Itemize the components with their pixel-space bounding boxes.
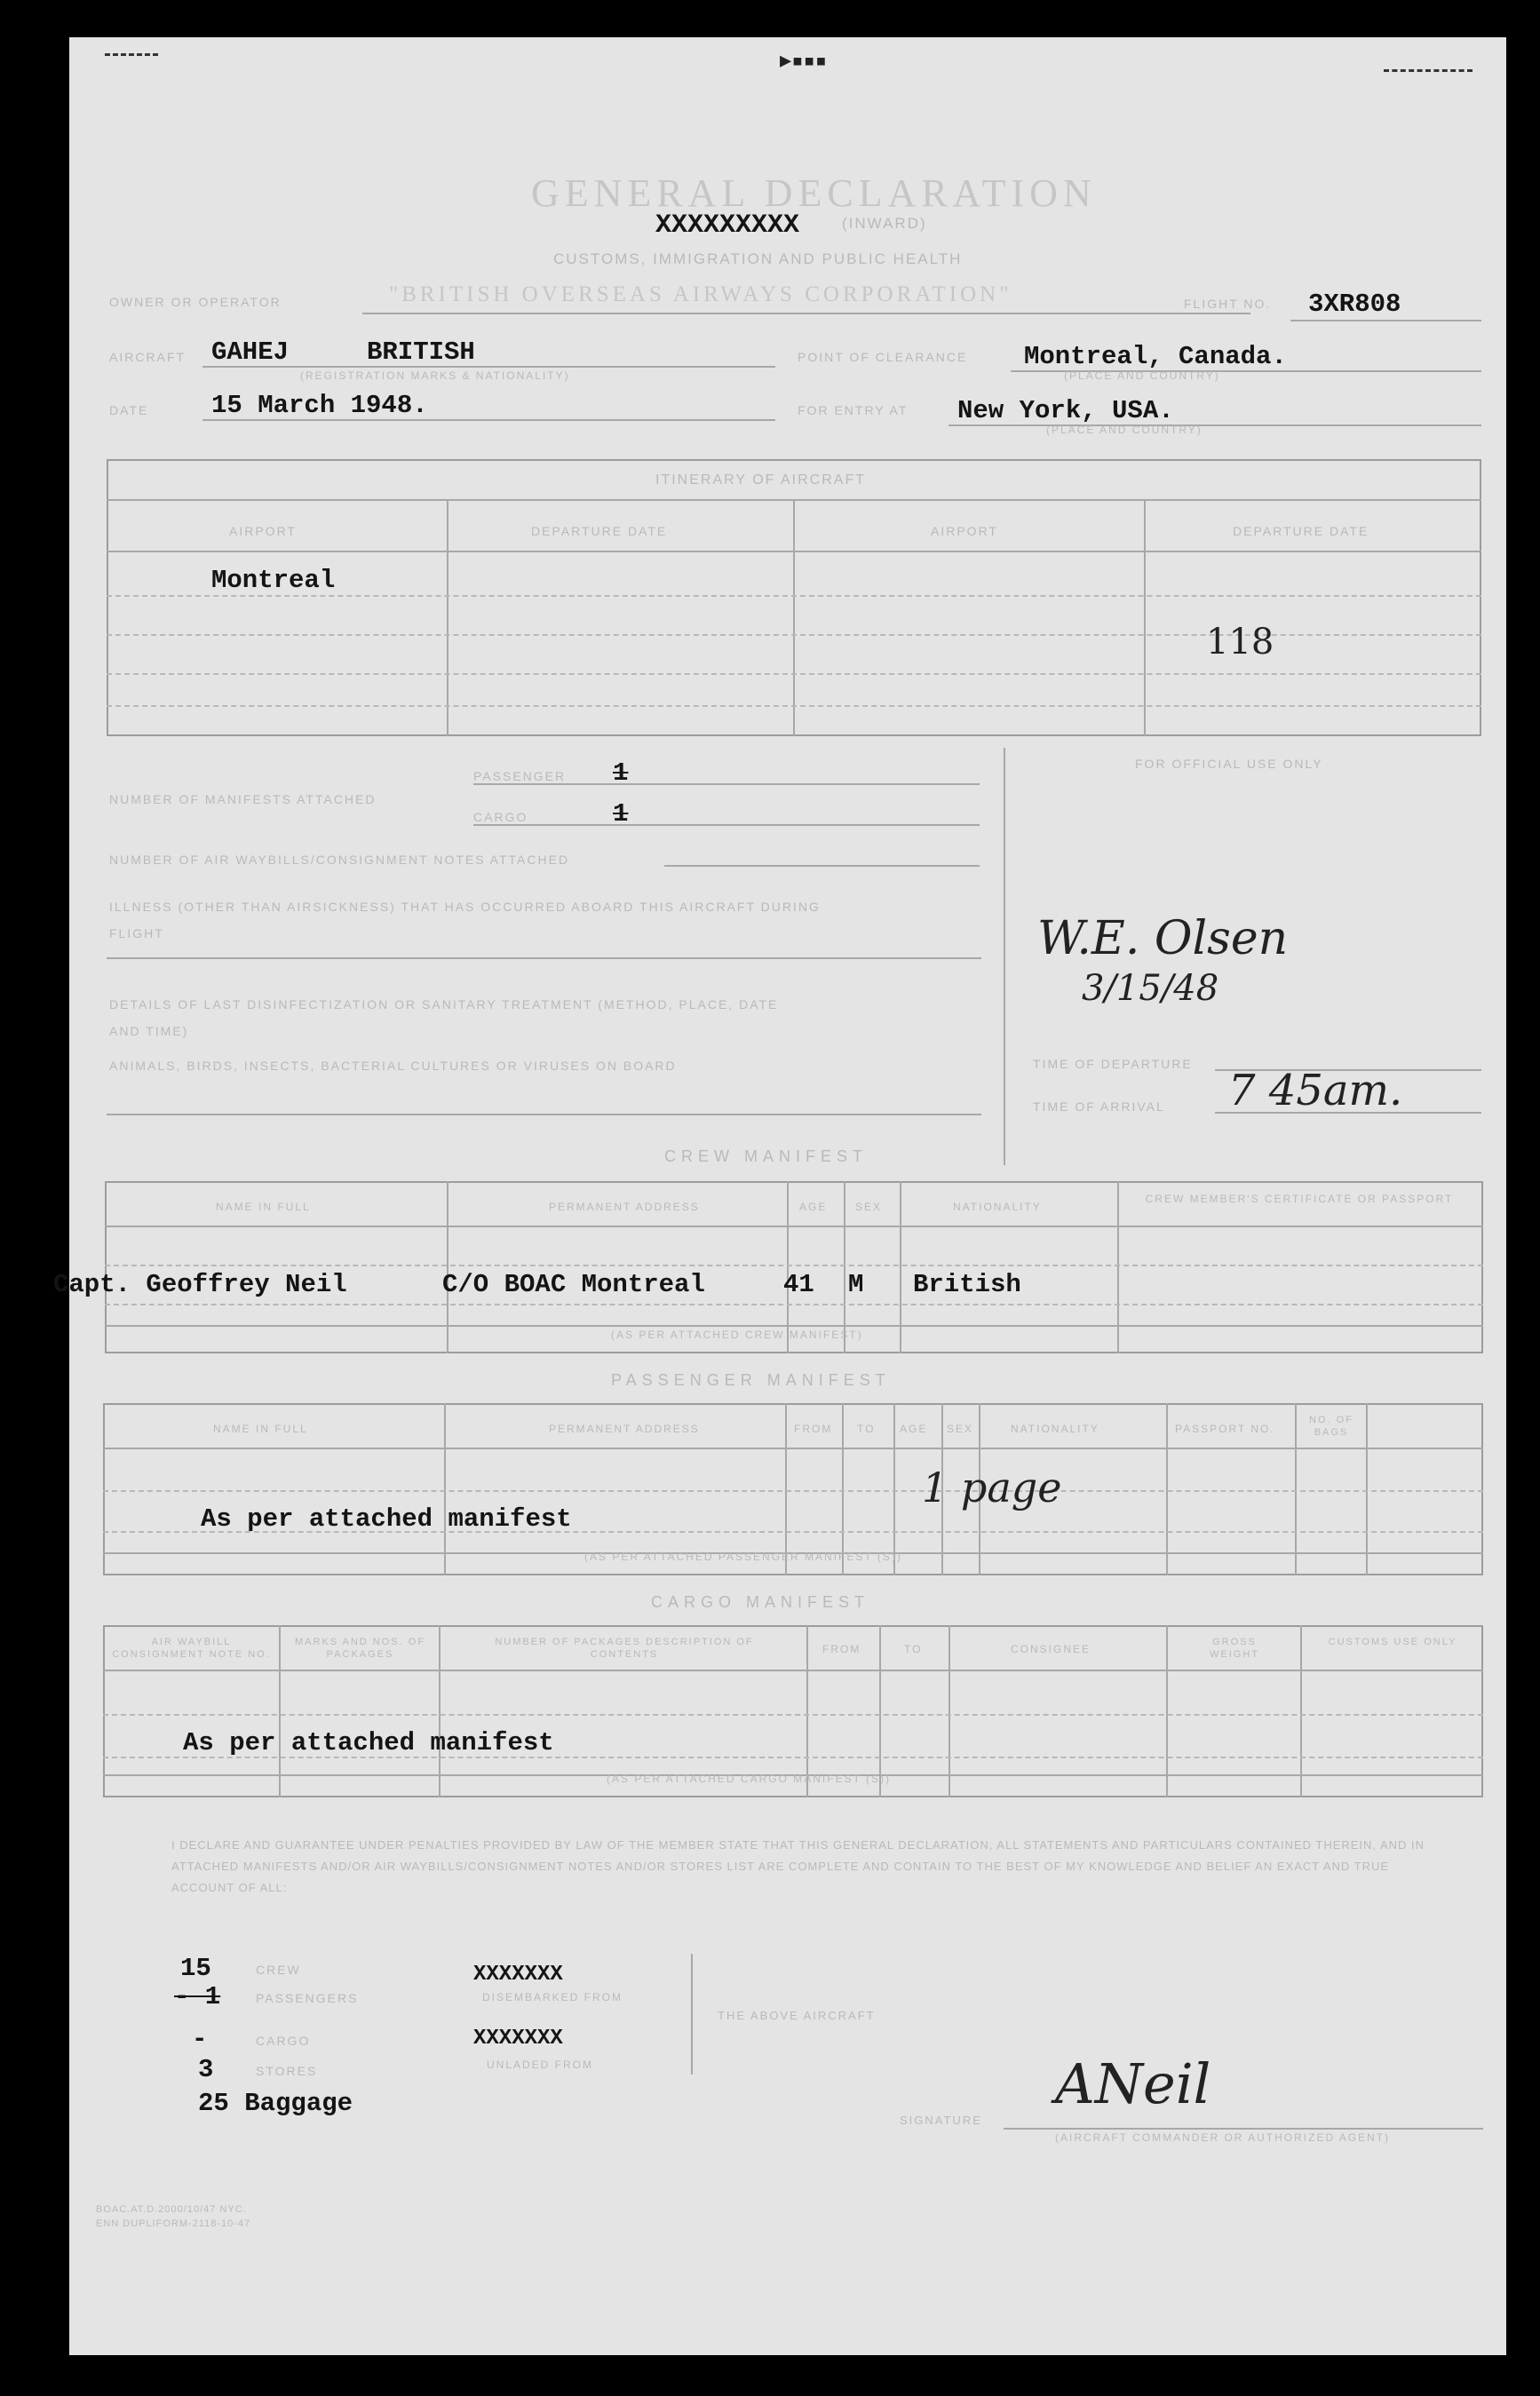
waybills-label: NUMBER OF AIR WAYBILLS/CONSIGNMENT NOTES ATTACHED — [109, 853, 570, 867]
passenger-title: PASSENGER MANIFEST — [611, 1371, 891, 1389]
crew-header-certificate: CREW MEMBER'S CERTIFICATE OR PASSPORT — [1145, 1193, 1454, 1205]
decl-x2: XXXXXXX — [473, 2027, 563, 2051]
cargo-title: CARGO MANIFEST — [651, 1593, 870, 1611]
crew-header-address: PERMANENT ADDRESS — [549, 1201, 700, 1213]
cargo-footer: (AS PER ATTACHED CARGO MANIFEST (S)) — [607, 1773, 892, 1785]
crew-name: Capt. Geoffrey Neil — [53, 1270, 347, 1299]
passenger-note: As per attached manifest — [201, 1504, 572, 1534]
decl-unladed-label: UNLADED FROM — [487, 2059, 594, 2071]
cargo-manifest-value: 1 — [613, 799, 629, 829]
cargo-header-marks: MARKS AND NOS. OF PACKAGES — [294, 1637, 426, 1660]
passenger-header-from: FROM — [794, 1423, 833, 1435]
passenger-header-sex: SEX — [947, 1423, 974, 1435]
form-title: GENERAL DECLARATION — [531, 171, 1097, 215]
passenger-manifest-value: 1 — [613, 758, 629, 788]
crew-sex: M — [848, 1270, 864, 1299]
cargo-header-to: TO — [904, 1643, 923, 1655]
clearance-label: POINT OF CLEARANCE — [798, 350, 968, 364]
official-signature: W.E. Olsen — [1037, 912, 1289, 965]
commander-signature: ANeil — [1055, 2051, 1211, 2116]
decl-cargo-value: - — [192, 2025, 208, 2054]
owner-label: OWNER OR OPERATOR — [109, 295, 282, 309]
top-left-mark — [105, 53, 158, 56]
declaration-sheet — [53, 37, 1506, 2355]
form-subtitle: (INWARD) — [842, 215, 927, 232]
cargo-header-from: FROM — [822, 1643, 861, 1655]
cargo-header-description: NUMBER OF PACKAGES DESCRIPTION OF CONTENTS — [495, 1637, 754, 1660]
decl-stores-label: STORES — [256, 2064, 318, 2078]
passenger-footer: (AS PER ATTACHED PASSENGER MANIFEST (S)) — [584, 1551, 902, 1563]
crew-title: CREW MANIFEST — [664, 1147, 868, 1165]
passenger-manifest-label: PASSENGER — [473, 769, 567, 783]
cargo-header-consignee: CONSIGNEE — [1011, 1643, 1091, 1655]
decl-stores-value: 3 — [198, 2055, 214, 2084]
itinerary-airport-1: Montreal — [211, 566, 336, 595]
signature-label: SIGNATURE — [900, 2114, 982, 2127]
decl-passengers-value: - 1 — [174, 1982, 221, 2011]
time-arrival-label: TIME OF ARRIVAL — [1033, 1099, 1165, 1114]
crew-table — [105, 1181, 1483, 1353]
passenger-header-passport: PASSPORT NO. — [1175, 1423, 1275, 1435]
form-subtitle-2: CUSTOMS, IMMIGRATION AND PUBLIC HEALTH — [553, 250, 963, 267]
illness-label: ILLNESS (OTHER THAN AIRSICKNESS) THAT HAS OCCURRED ABOARD THIS AIRCRAFT DURING FLIGHT — [109, 900, 821, 940]
owner-value: "BRITISH OVERSEAS AIRWAYS CORPORATION" — [389, 282, 1012, 306]
cargo-note: As per attached manifest — [183, 1728, 554, 1757]
passenger-header-age: AGE — [900, 1423, 928, 1435]
passenger-header-bags: NO. OF BAGS — [1309, 1415, 1353, 1438]
decl-x1: XXXXXXX — [473, 1963, 563, 1987]
decl-passengers-label: PASSENGERS — [256, 1991, 359, 2005]
aircraft-label: AIRCRAFT — [109, 350, 186, 364]
aircraft-nationality: BRITISH — [367, 337, 475, 367]
entry-value: New York, USA. — [957, 396, 1174, 425]
time-departure-label: TIME OF DEPARTURE — [1033, 1057, 1193, 1071]
decl-above-label: THE ABOVE AIRCRAFT — [718, 2009, 876, 2022]
crew-header-sex: SEX — [855, 1201, 883, 1213]
crew-footer: (AS PER ATTACHED CREW MANIFEST) — [611, 1329, 863, 1341]
passenger-header-address: PERMANENT ADDRESS — [549, 1423, 700, 1435]
flight-label: FLIGHT NO. — [1184, 297, 1272, 311]
date-value: 15 March 1948. — [211, 391, 428, 420]
animals-label: ANIMALS, BIRDS, INSECTS, BACTERIAL CULTURES OR VIRUSES ON BOARD — [109, 1059, 677, 1073]
manifests-label: NUMBER OF MANIFESTS ATTACHED — [109, 792, 377, 806]
aircraft-registration: GAHEJ — [211, 337, 290, 367]
form-code-2: ENN DUPLIFORM-2118-10-47 — [96, 2218, 251, 2229]
top-center-mark: ▶▪▪▪ — [780, 50, 827, 72]
clearance-value: Montreal, Canada. — [1024, 342, 1287, 371]
top-right-mark — [1384, 69, 1473, 72]
cargo-header-waybill: AIR WAYBILL CONSIGNMENT NOTE NO. — [112, 1637, 271, 1660]
signature-sublabel: (AIRCRAFT COMMANDER OR AUTHORIZED AGENT) — [1055, 2131, 1391, 2144]
cargo-manifest-label: CARGO — [473, 810, 528, 824]
official-label: FOR OFFICIAL USE ONLY — [1135, 757, 1323, 771]
date-label: DATE — [109, 403, 149, 417]
cargo-header-customs: CUSTOMS USE ONLY — [1328, 1637, 1457, 1647]
cargo-header-weight: GROSS WEIGHT — [1210, 1637, 1259, 1660]
itin-header-airport-1: AIRPORT — [229, 524, 297, 538]
official-sig-date: 3/15/48 — [1082, 968, 1219, 1009]
itin-header-departure-1: DEPARTURE DATE — [531, 524, 668, 538]
declaration-text: I DECLARE AND GUARANTEE UNDER PENALTIES PROVIDED BY LAW OF THE MEMBER STATE THAT THIS GENERAL DECLARATION, ALL STATEMENTS AND PARTICULARS CONTAINED THEREIN, AND IN ATTACHED MANIFESTS AND/OR AIR WAYBILLS/CONSIGNMENT NOTES AND/OR STORES LIST ARE COMPLETE AND CONTAIN TO THE BEST OF MY KNOWLEDGE AND BELIEF AN EXACT AND TRUE ACCOUNT OF ALL: — [171, 1838, 1425, 1894]
crew-address: C/O BOAC Montreal — [442, 1270, 705, 1299]
decl-cargo-label: CARGO — [256, 2034, 311, 2048]
crew-header-name: NAME IN FULL — [216, 1201, 311, 1213]
passenger-handwritten: 1 page — [922, 1464, 1062, 1511]
crew-header-nationality: NATIONALITY — [953, 1201, 1042, 1213]
passenger-table — [103, 1403, 1483, 1575]
decl-crew-label: CREW — [256, 1963, 301, 1977]
itin-header-airport-2: AIRPORT — [931, 524, 998, 538]
passenger-header-name: NAME IN FULL — [213, 1423, 308, 1435]
flight-value: 3XR808 — [1308, 290, 1401, 319]
itin-header-departure-2: DEPARTURE DATE — [1233, 524, 1369, 538]
decl-crew-value: 15 — [180, 1954, 211, 1983]
passenger-header-to: TO — [857, 1423, 876, 1435]
entry-label: FOR ENTRY AT — [798, 403, 909, 417]
form-code-1: BOAC.AT.D.2000/10/47 NYC. — [96, 2204, 247, 2215]
itinerary-number: 118 — [1206, 622, 1274, 662]
decl-baggage: 25 Baggage — [198, 2089, 353, 2118]
typed-over-title: XXXXXXXXX — [655, 210, 800, 241]
crew-age: 41 — [783, 1270, 814, 1299]
passenger-header-nationality: NATIONALITY — [1011, 1423, 1099, 1435]
crew-nationality: British — [913, 1270, 1021, 1299]
disinfection-label: DETAILS OF LAST DISINFECTIZATION OR SANITARY TREATMENT (METHOD, PLACE, DATE AND TIME) — [109, 997, 779, 1038]
itinerary-title: ITINERARY OF AIRCRAFT — [655, 472, 866, 488]
entry-sublabel: (PLACE AND COUNTRY) — [1046, 424, 1203, 436]
clearance-sublabel: (PLACE AND COUNTRY) — [1064, 369, 1220, 382]
decl-embarked-label: DISEMBARKED FROM — [482, 1991, 623, 2003]
aircraft-sublabel: (REGISTRATION MARKS & NATIONALITY) — [300, 369, 570, 382]
crew-header-age: AGE — [799, 1201, 828, 1213]
time-arrival-value: 7 45am. — [1228, 1066, 1403, 1115]
